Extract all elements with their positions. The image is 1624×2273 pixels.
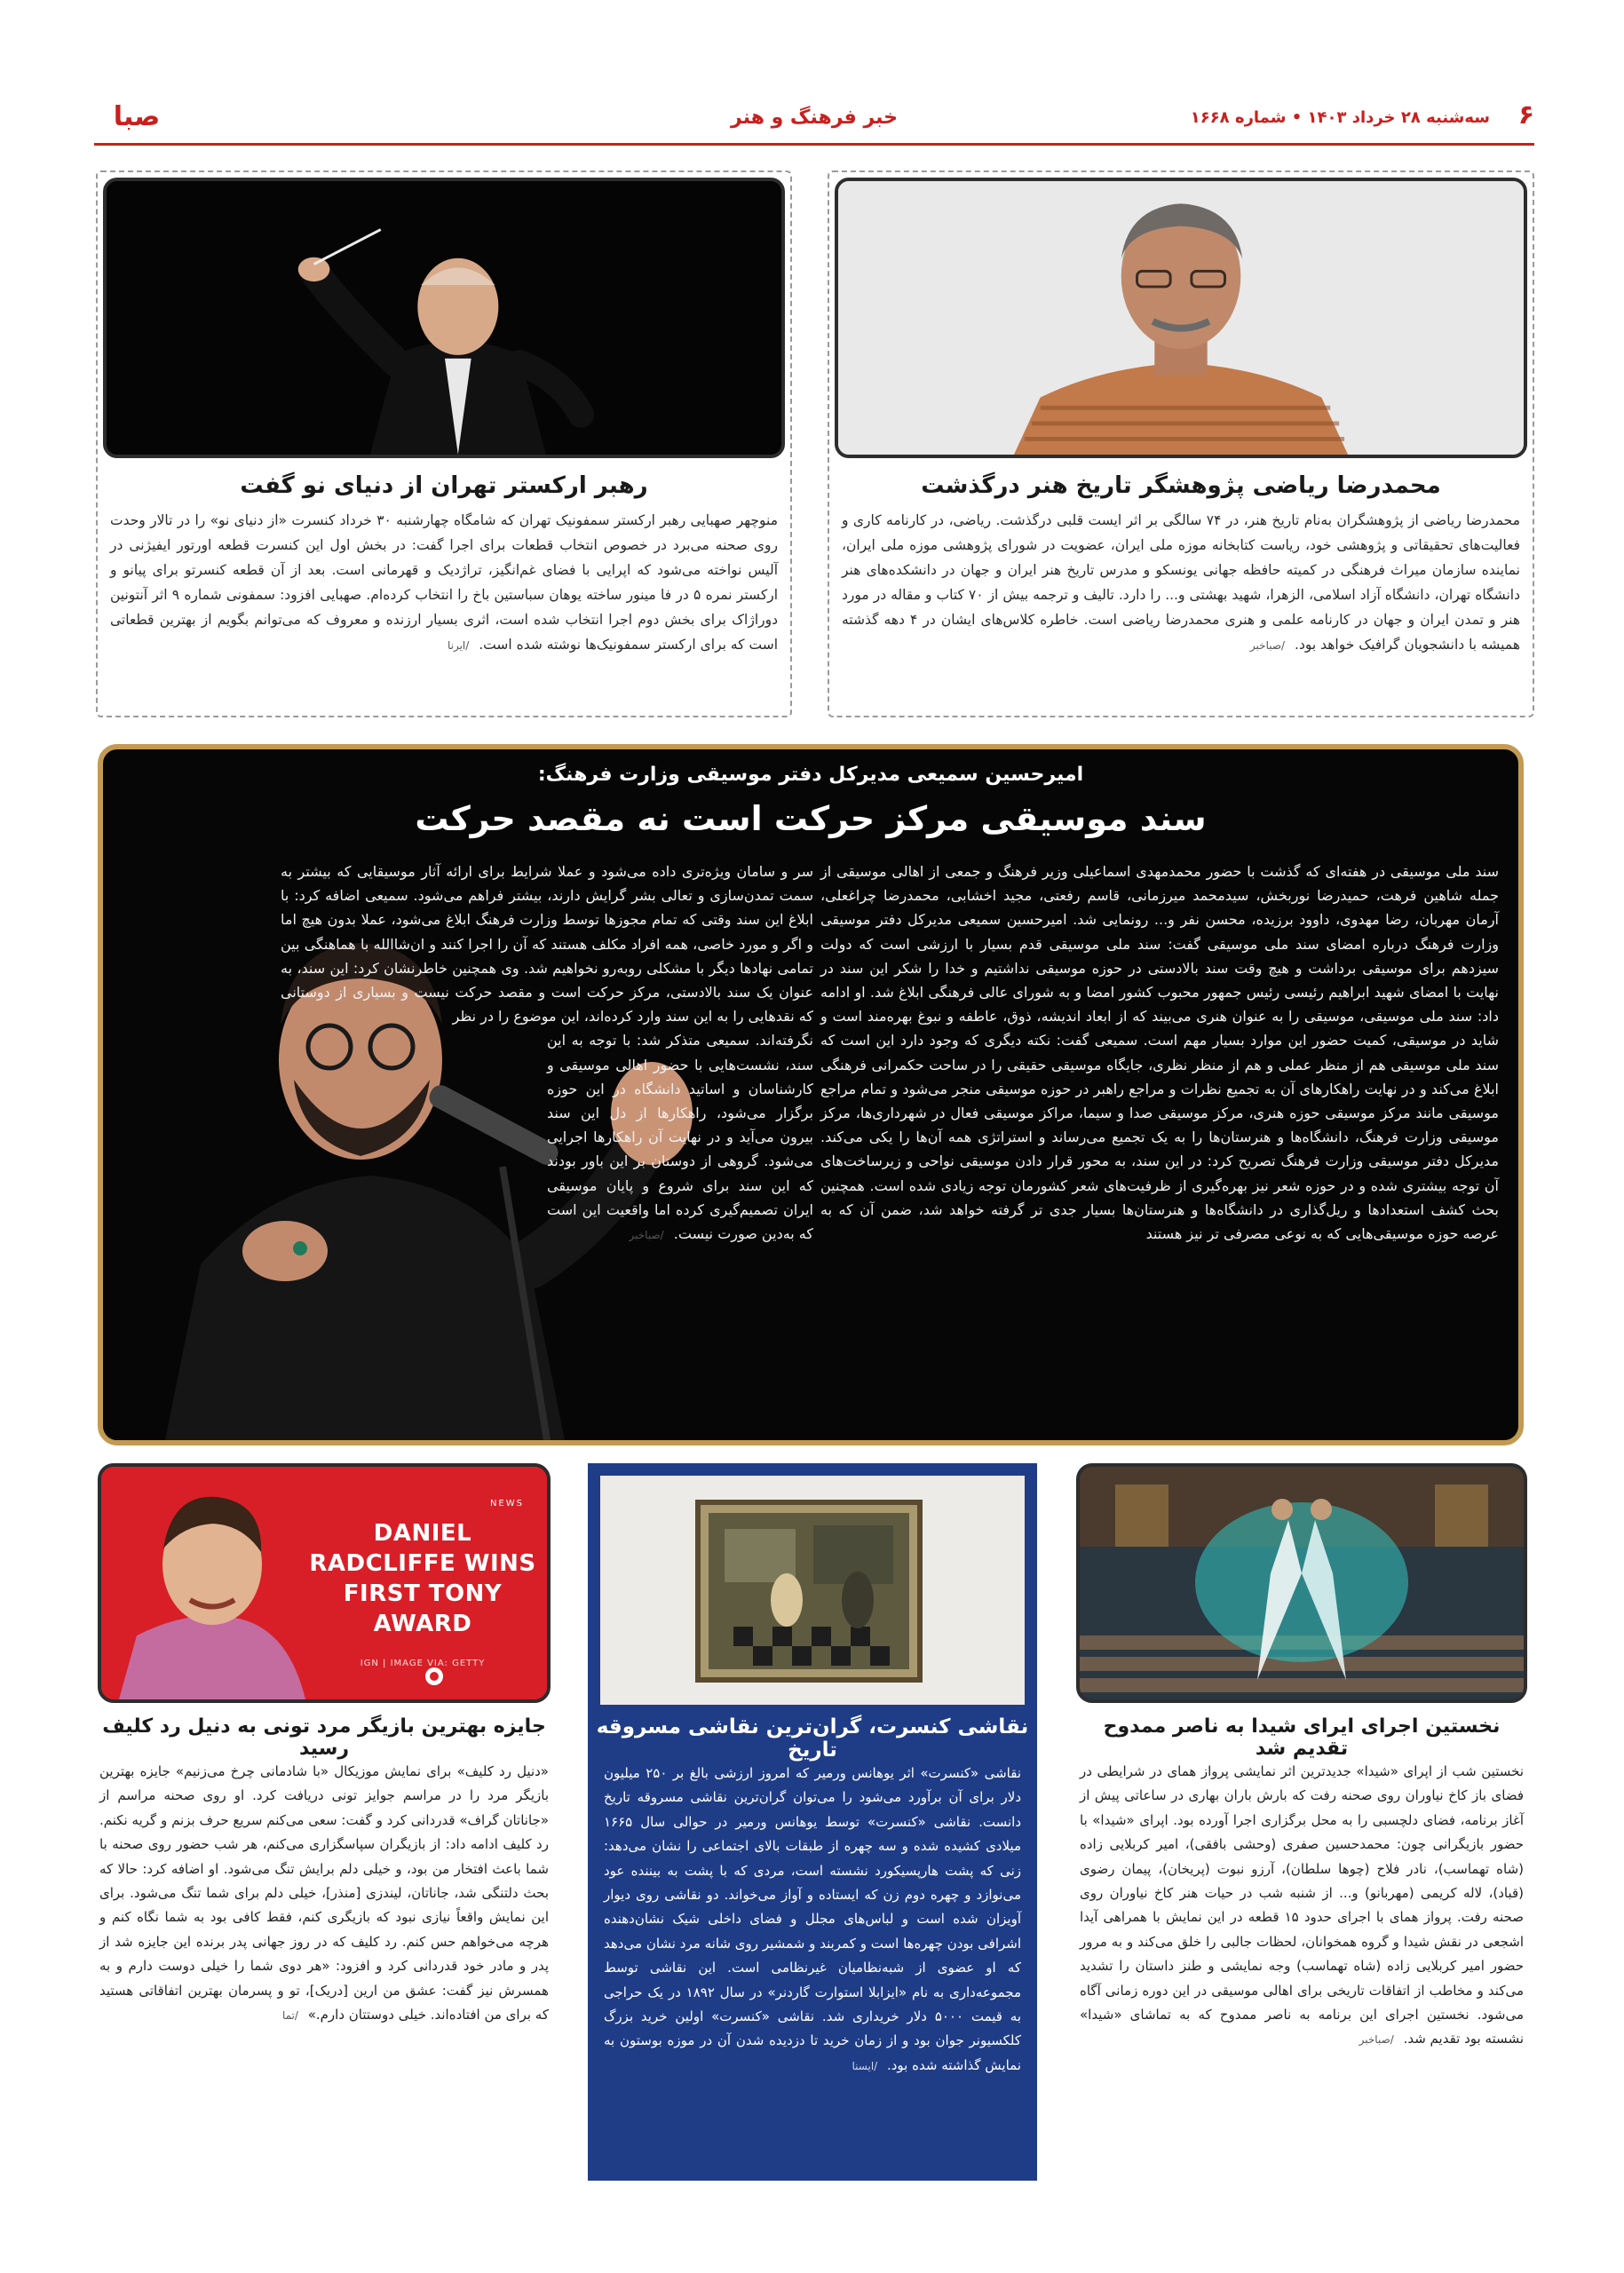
section-title: خبر فرهنگ و هنر [731,107,898,129]
newspaper-logo[interactable]: صبا [113,100,161,132]
feature-column-left-bottom: نگرفته‌اند. سمیعی متذکر شد: با توجه به این سند، نشست‌هایی با حضور اهالی موسیقی و کارشناسان و اساتید دانشگاه در این حوزه برگزار می‌شود، راهکارها از دل این سند بیرون می‌آید و در نهایت آن راهکارها اجرایی می‌شود. گروهی از دوستان بر این باور بودند که این سند برای شروع و پایان موسیقی ایران تصمیم‌گیری کرده اما واقعیت این است که به‌دین صورت نیست. /صباخبر [547,1032,813,1243]
source-credit: /صباخبر [629,1229,664,1242]
feature-headline: سند موسیقی مرکز حرکت است نه مقصد حرکت [415,799,1207,838]
obituary-article [828,170,1534,717]
scholar-photo [835,178,1527,458]
painting-body: نقاشی «کنسرت» اثر یوهانس ورمیر که امروز ارزشی بالغ بر ۲۵۰ میلیون دلار برای آن برآورد می‌شود را می‌توان گران‌ترین نقاشی مسروقه تاریخ دانست. نقاشی «کنسرت» توسط یوهانس ورمیر در حوالی سال ۱۶۶۵ میلادی کشیده شده و سه چهره از طبقات بالای اجتماعی را نشان می‌دهد: زنی که پشت هارپسیکورد نشسته است، مردی که با پشت به بیننده عود می‌نوازد و چهره دوم زن که ایستاده و آواز می‌خواند. دو نقاشی روی دیوار آویزان شده است و لباس‌های مجلل و فضای داخلی شیک نشان‌دهنده اشرافی بودن چهره‌ها است و کمربند و شمشیر روی شانه مرد نشان می‌دهد که او عضوی از شبه‌نظامیان غیرنظامی است. این نقاشی توسط مجموعه‌داری به نام «ایزابلا استوارت گاردنر» در سال ۱۸۹۲ در یک حراجی به قیمت ۵۰۰۰ دلار خریداری شد. نقاشی «کنسرت» اولین خرید بزرگ کلکسیونر جوان بود و از زمان خرید تا دزدیده شدن آن در موزه بوستون به نمایش گذاشته شده بود. /ایسنا [604,1765,1021,2073]
source-credit: /ایسنا [852,2059,878,2072]
conductor-headline: رهبر ارکستر تهران از دنیای نو گفت [240,472,648,499]
page-header [94,96,1534,146]
poster-headline: DANIEL RADCLIFFE WINS FIRST TONY AWARD [309,1520,536,1637]
feature-article [98,744,1524,1445]
painting-article [588,1463,1037,2181]
feature-column-left-top: سر و سامان ویژه‌تری داده می‌شود و عملا شرایط برای ارائه آثار موسیقایی که بیشتر به سمت تمدن‌سازی و تعالی بشر گرایش دارند، بیشتر فراهم می‌شود. سمیعی اضافه کرد: با ابلاغ این سند وقتی که تمام مجوزها توسط وزارت فرهنگ ابلاغ می‌شود، عملا بدون هیچ اما و اگر و مورد خاصی، همه افراد مکلف هستند که آن را اجرا کنند و ان‌شاالله با هماهنگی بین تمامی نهادها دیگر با مشکلی روبه‌رو نخواهیم شد. وی همچنین خاطرنشان کرد: این سند، به عنوان یک سند بالادستی، مرکز حرکت است و مقصد حرکت نیست و بسیاری از دوستانی که نقدهایی را به این سند وارد کرده‌اند، این موضوع را در نظر [281,863,813,1026]
source-credit: /تما [281,2009,298,2023]
radcliffe-body: «دنیل رد کلیف» برای نمایش موزیکال «با شادمانی چرخ می‌زنیم» جایزه بهترین بازیگر مرد را در مراسم جوایز تونی دریافت کرد. او روی صحنه مراسم از «جاناتان گراف» قدردانی کرد و گفت: سعی می‌کنم سریع حرف بزنم و گریه نکنم. رد کلیف ادامه داد: از بازیگران سپاسگزاری می‌کنم، هر شب حضور روی صحنه با شما باعث افتخار من بود، و خیلی دلم برایش تنگ می‌شود. او اضافه کرد: حالا که بحث دلتنگی شد، جاناتان، لیندزی [منذر]، خیلی دلم برای شما تنگ می‌شود. برای این نمایش واقعاً نیازی نبود که بازیگری کنم، فقط کافی بود به شما نگاه کنم و هرچه می‌خواهم حس کنم. رد کلیف که در روز جهانی پدر برنده این جایزه شد از پدر و مادر خود قدردانی کرد و افزود: «هر دوی شما را خیلی دوست دارم و به همسرش نیز گفت: عشق من ارین [دریک]، تو و پسرمان بهترین اتفاقاتی هستید که برای من افتاده‌اند. خیلی دوستتان دارم.» /تما [99,1763,549,2024]
page-number: ۶ [1517,99,1534,131]
obituary-body: محمدرضا ریاضی از پژوهشگران به‌نام تاریخ هنر، در ۷۴ سالگی بر اثر ایست قلبی درگذشت. ریاضی، در کارنامه کاری و فعالیت‌های تحقیقاتی و پژوهشی خود، ریاست کتابخانه موزه ملی ایران، عضویت در شورای پژوهشی موزه ملی ایران، نماینده سازمان میراث فرهنگی در کمیته حافظه جهانی یونسکو و مدرس تاریخ هنر ایران و جهان در دانشکده‌های هنر دانشگاه تهران، دانشگاه آزاد اسلامی، الزهرا، شهید بهشتی و... را دارد. تالیف و ترجمه بیش از ۷۰ کتاب و مقاله در مورد هنر و تمدن ایران و جهان در کارنامه علمی و هنری محمدرضا ریاضی است. خاطره کلاس‌های ایشان در ۴ دهه گذشته همیشه با دانشجویان گرافیک خواهد بود. /صباخبر [842,512,1520,653]
vermeer-painting-photo [600,1476,1025,1705]
feature-kicker: امیرحسین سمیعی مدیرکل دفتر موسیقی وزارت فرهنگ: [537,764,1084,786]
source-credit: /صباخبر [1249,639,1286,652]
conductor-body: منوچهر صهبایی رهبر ارکستر سمفونیک تهران که شامگاه چهارشنبه ۳۰ خرداد کنسرت «از دنیای نو» را در تالار وحدت روی صحنه می‌برد در خصوص انتخاب قطعات برای اجرا گفت: در بخش اول این کنسرت قطعه اورتور ایفیژنی در آلیس نواخته می‌شود که اپرایی با فضای غم‌انگیز، تراژدیک و قهرمانی است. بعد از آن قطعه کنسرتو برای پیانو و ارکستر نمره ۵ در فا مینور ساخته یوهان سباستین باخ را انتخاب کرده‌ام. صهبایی افزود: سمفونی شماره ۹ اثر آنتونین دوراژاک برای بخش دوم اجرا انتخاب شده است، اثری بسیار ارزنده و معروف که می‌توانم بگویم از بهترین قطعاتی است که برای ارکستر سمفونیک‌ها نوشته شده است. /ایرنا [110,512,779,653]
opera-stage-photo [1076,1463,1527,1703]
feature-column-left [281,859,813,1247]
obituary-headline: محمدرضا ریاضی پژوهشگر تاریخ هنر درگذشت [921,472,1441,499]
painting-headline: نقاشی کنسرت، گران‌ترین نقاشی مسروقه تاریخ [596,1715,1029,1762]
conductor-article [96,170,792,717]
opera-body: نخستین شب از اپرای «شیدا» جدیدترین اثر نمایشی پرواز همای در شرایطی در فضای باز کاخ نیاوران روی صحنه رفت که بارش باران بهاری در ساعاتی پیش از آغاز برنامه، فضای دلچسبی را به محل برگزاری اجرا آورده بود. اپرای «شیدا» با حضور بازیگرانی چون: محمدحسین صفری (وحشی بافقی)، امیر کربلایی زاده (شاه تهماسب)، نادر فلاح (چوها سلطان)، آرزو نبوت (پریخان)، پیمان رضوی (قباد)، لاله کریمی (مهربانو) و... از شنبه شب در حیات هنر کاخ نیاوران روی صحنه رفت. پرواز همای با اجرای حدود ۱۵ قطعه در این نمایش با همراهی آیدا اشجعی در نقش شیدا و گروه همخوانان، لحظات جالبی را خلق می‌کند و به مرور حضور امیر کربلایی زاده (شاه تهماسب) وجه نمایشی و طنز داستان را تشدید می‌کند و مخاطب از اتفاقات تاریخی برای اهالی موسیقی در این دوره زمانی آگاه می‌شود. نخستین اجرای این برنامه به ناصر ممدوح که به تماشای «شیدا» نشسته بود تقدیم شد. /صباخبر [1080,1763,1524,2047]
issue-date: سه‌شنبه ۲۸ خرداد ۱۴۰۳ • شماره ۱۶۶۸ [1190,108,1490,127]
news-tag: NEWS [489,1499,524,1509]
radcliffe-headline: جایزه بهترین بازیگر مرد تونی به دنیل رد کلیف رسید [102,1715,546,1760]
feature-column-right: سند ملی موسیقی در هفته‌ای که گذشت با حضور محمدمهدی اسماعیلی وزیر فرهنگ و جمعی از اهالی موسیقی از جمله شاهین فرهت، حمیدرضا نوربخش، سیدمحمد میرزمانی، قاسم رفعتی، مجید اخشابی، محمدرضا چراغعلی، آرمان مهربان، رضا مهدوی، داوود برزیده، محسن نفر و... رونمایی شد. امیرحسین سمیعی مدیرکل دفتر موسیقی وزارت فرهنگ درباره امضای سند ملی موسیقی گفت: سند ملی موسیقی قدم بسیار با ارزشی است که دولت سیزدهم برای موسیقی برداشت و هیچ وقت سند بالادستی در حوزه موسیقی نداشتیم و خدا را شکر این سند در نهایت با امضای شهید ابراهیم رئیسی رئیس جمهور محبوب کشور امضا و به شورای عالی فرهنگی ابلاغ شد. او ادامه داد: سند ملی موسیقی، موسیقی را به عنوان هنری می‌بیند که از ابعاد اندیشه، ذوق، عاطفه و نبوغ بهره‌مند است و شاید در موسیقی، کمیت حضور این موارد بسیار مهم است. سمیعی گفت: نکته دیگری که وجود دارد این است که سند ملی موسیقی هم از منظر عملی و هم از منظر نظری، جایگاه موسیقی حقیقی را در ساحت حکمرانی فرهنگی ابلاغ می‌کند و در نهایت راهکارهای آن به تجمیع نظرات و مراجع راهبر در حوزه موسیقی منجر می‌شود و تمام مراجع موسیقی مانند مرکز موسیقی حوزه هنری، مرکز موسیقی صدا و سیما، مراکز موسیقی فعال در شهرداری‌ها، مرکز موسیقی وزارت فرهنگ، دانشگاه‌ها و هنرستان‌ها را به یک تجمیع می‌رساند و استراتژی همه آن‌ها را یکی می‌کند. مدیرکل دفتر موسیقی وزارت فرهنگ تصریح کرد: در این سند، به محور قرار دادن موسیقی نواحی و زیرساخت‌های آن توجه بیشتری شده و در حوزه شعر نیز بهره‌گیری از ظرفیت‌های شعر کشورمان توجه زیادی شده است. همچنین بحث کشف استعدادها و ریل‌گذاری در دانشگاه‌ها و هنرستان‌ها بسیار جدی تر گرفته خواهد شد، ضمن آن که به عرصه حوزه موسیقی‌هایی که به نوعی مصرفی تر نیز هستند [820,863,1499,1243]
opera-headline: نخستین اجرای ایرای شیدا به ناصر ممدوح تقدیم شد [1103,1715,1501,1760]
poster-credit: IGN | IMAGE VIA: GETTY [360,1659,486,1668]
source-credit: /صباخبر [1359,2033,1394,2047]
source-credit: /ایرنا [447,639,470,652]
conductor-photo [103,178,785,458]
tony-award-poster [98,1463,551,1703]
